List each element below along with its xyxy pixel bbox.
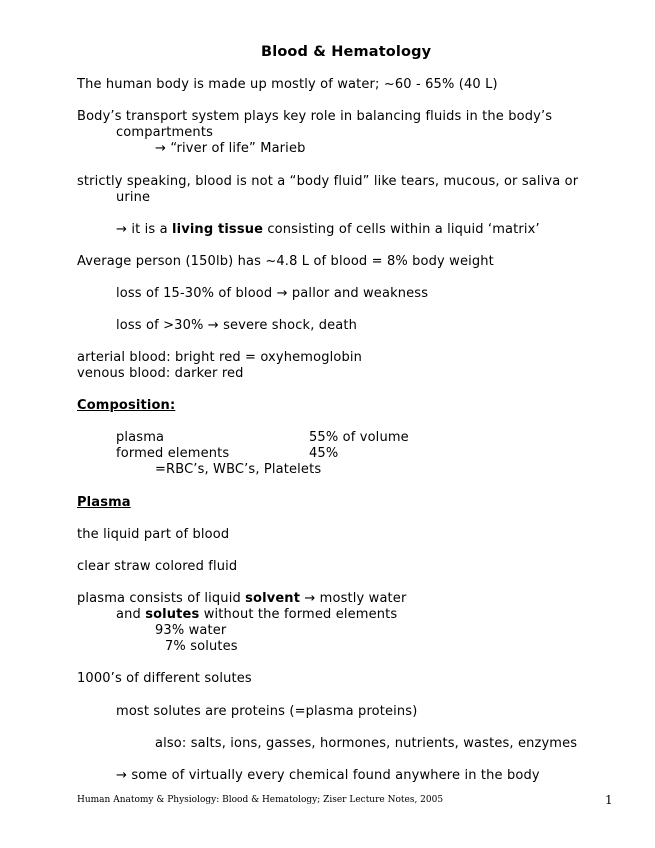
body-line: loss of >30% → severe shock, death bbox=[116, 318, 358, 333]
emphasis-text: solutes bbox=[145, 607, 200, 622]
body-line: 93% water bbox=[155, 623, 227, 638]
footer-text: Human Anatomy & Physiology: Blood & Hematology; Ziser Lecture Notes, 2005 bbox=[77, 795, 444, 805]
page-number: 1 bbox=[605, 793, 613, 807]
body-line: =RBC’s, WBC’s, Platelets bbox=[155, 462, 322, 477]
body-line: loss of 15-30% of blood → pallor and weakness bbox=[116, 286, 429, 301]
composition-label: formed elements bbox=[116, 446, 230, 461]
section-heading-plasma: Plasma bbox=[77, 495, 131, 510]
body-line: venous blood: darker red bbox=[77, 366, 244, 381]
composition-label: plasma bbox=[116, 430, 165, 445]
section-heading-composition: Composition: bbox=[77, 398, 176, 413]
body-line: strictly speaking, blood is not a “body fluid” like tears, mucous, or saliva or bbox=[77, 174, 579, 189]
body-line: also: salts, ions, gasses, hormones, nutrients, wastes, enzymes bbox=[155, 736, 578, 751]
body-line: arterial blood: bright red = oxyhemoglobin bbox=[77, 350, 363, 365]
body-line: 1000’s of different solutes bbox=[77, 671, 252, 686]
composition-value: 55% of volume bbox=[309, 430, 409, 445]
body-line: and solutes without the formed elements bbox=[116, 607, 398, 622]
emphasis-text: living tissue bbox=[171, 222, 264, 237]
body-line: → it is a living tissue consisting of cells within a liquid ‘matrix’ bbox=[116, 222, 540, 237]
body-line: 7% solutes bbox=[165, 639, 238, 654]
body-line: the liquid part of blood bbox=[77, 527, 230, 542]
body-line: clear straw colored fluid bbox=[77, 559, 238, 574]
composition-value: 45% bbox=[309, 446, 339, 461]
body-line: Body’s transport system plays key role in balancing fluids in the body’s bbox=[77, 109, 553, 124]
body-line: The human body is made up mostly of water; ~60 - 65% (40 L) bbox=[77, 77, 498, 92]
body-line: → some of virtually every chemical found anywhere in the body bbox=[116, 768, 540, 783]
body-line: plasma consists of liquid solvent → mostly water bbox=[77, 591, 407, 606]
page-title: Blood & Hematology bbox=[261, 44, 432, 60]
body-line: → “river of life” Marieb bbox=[155, 141, 306, 156]
body-line: Average person (150lb) has ~4.8 L of blood = 8% body weight bbox=[77, 254, 494, 269]
body-line: compartments bbox=[116, 125, 213, 140]
body-line: urine bbox=[116, 190, 151, 205]
body-line: most solutes are proteins (=plasma proteins) bbox=[116, 704, 418, 719]
emphasis-text: solvent bbox=[245, 591, 301, 606]
